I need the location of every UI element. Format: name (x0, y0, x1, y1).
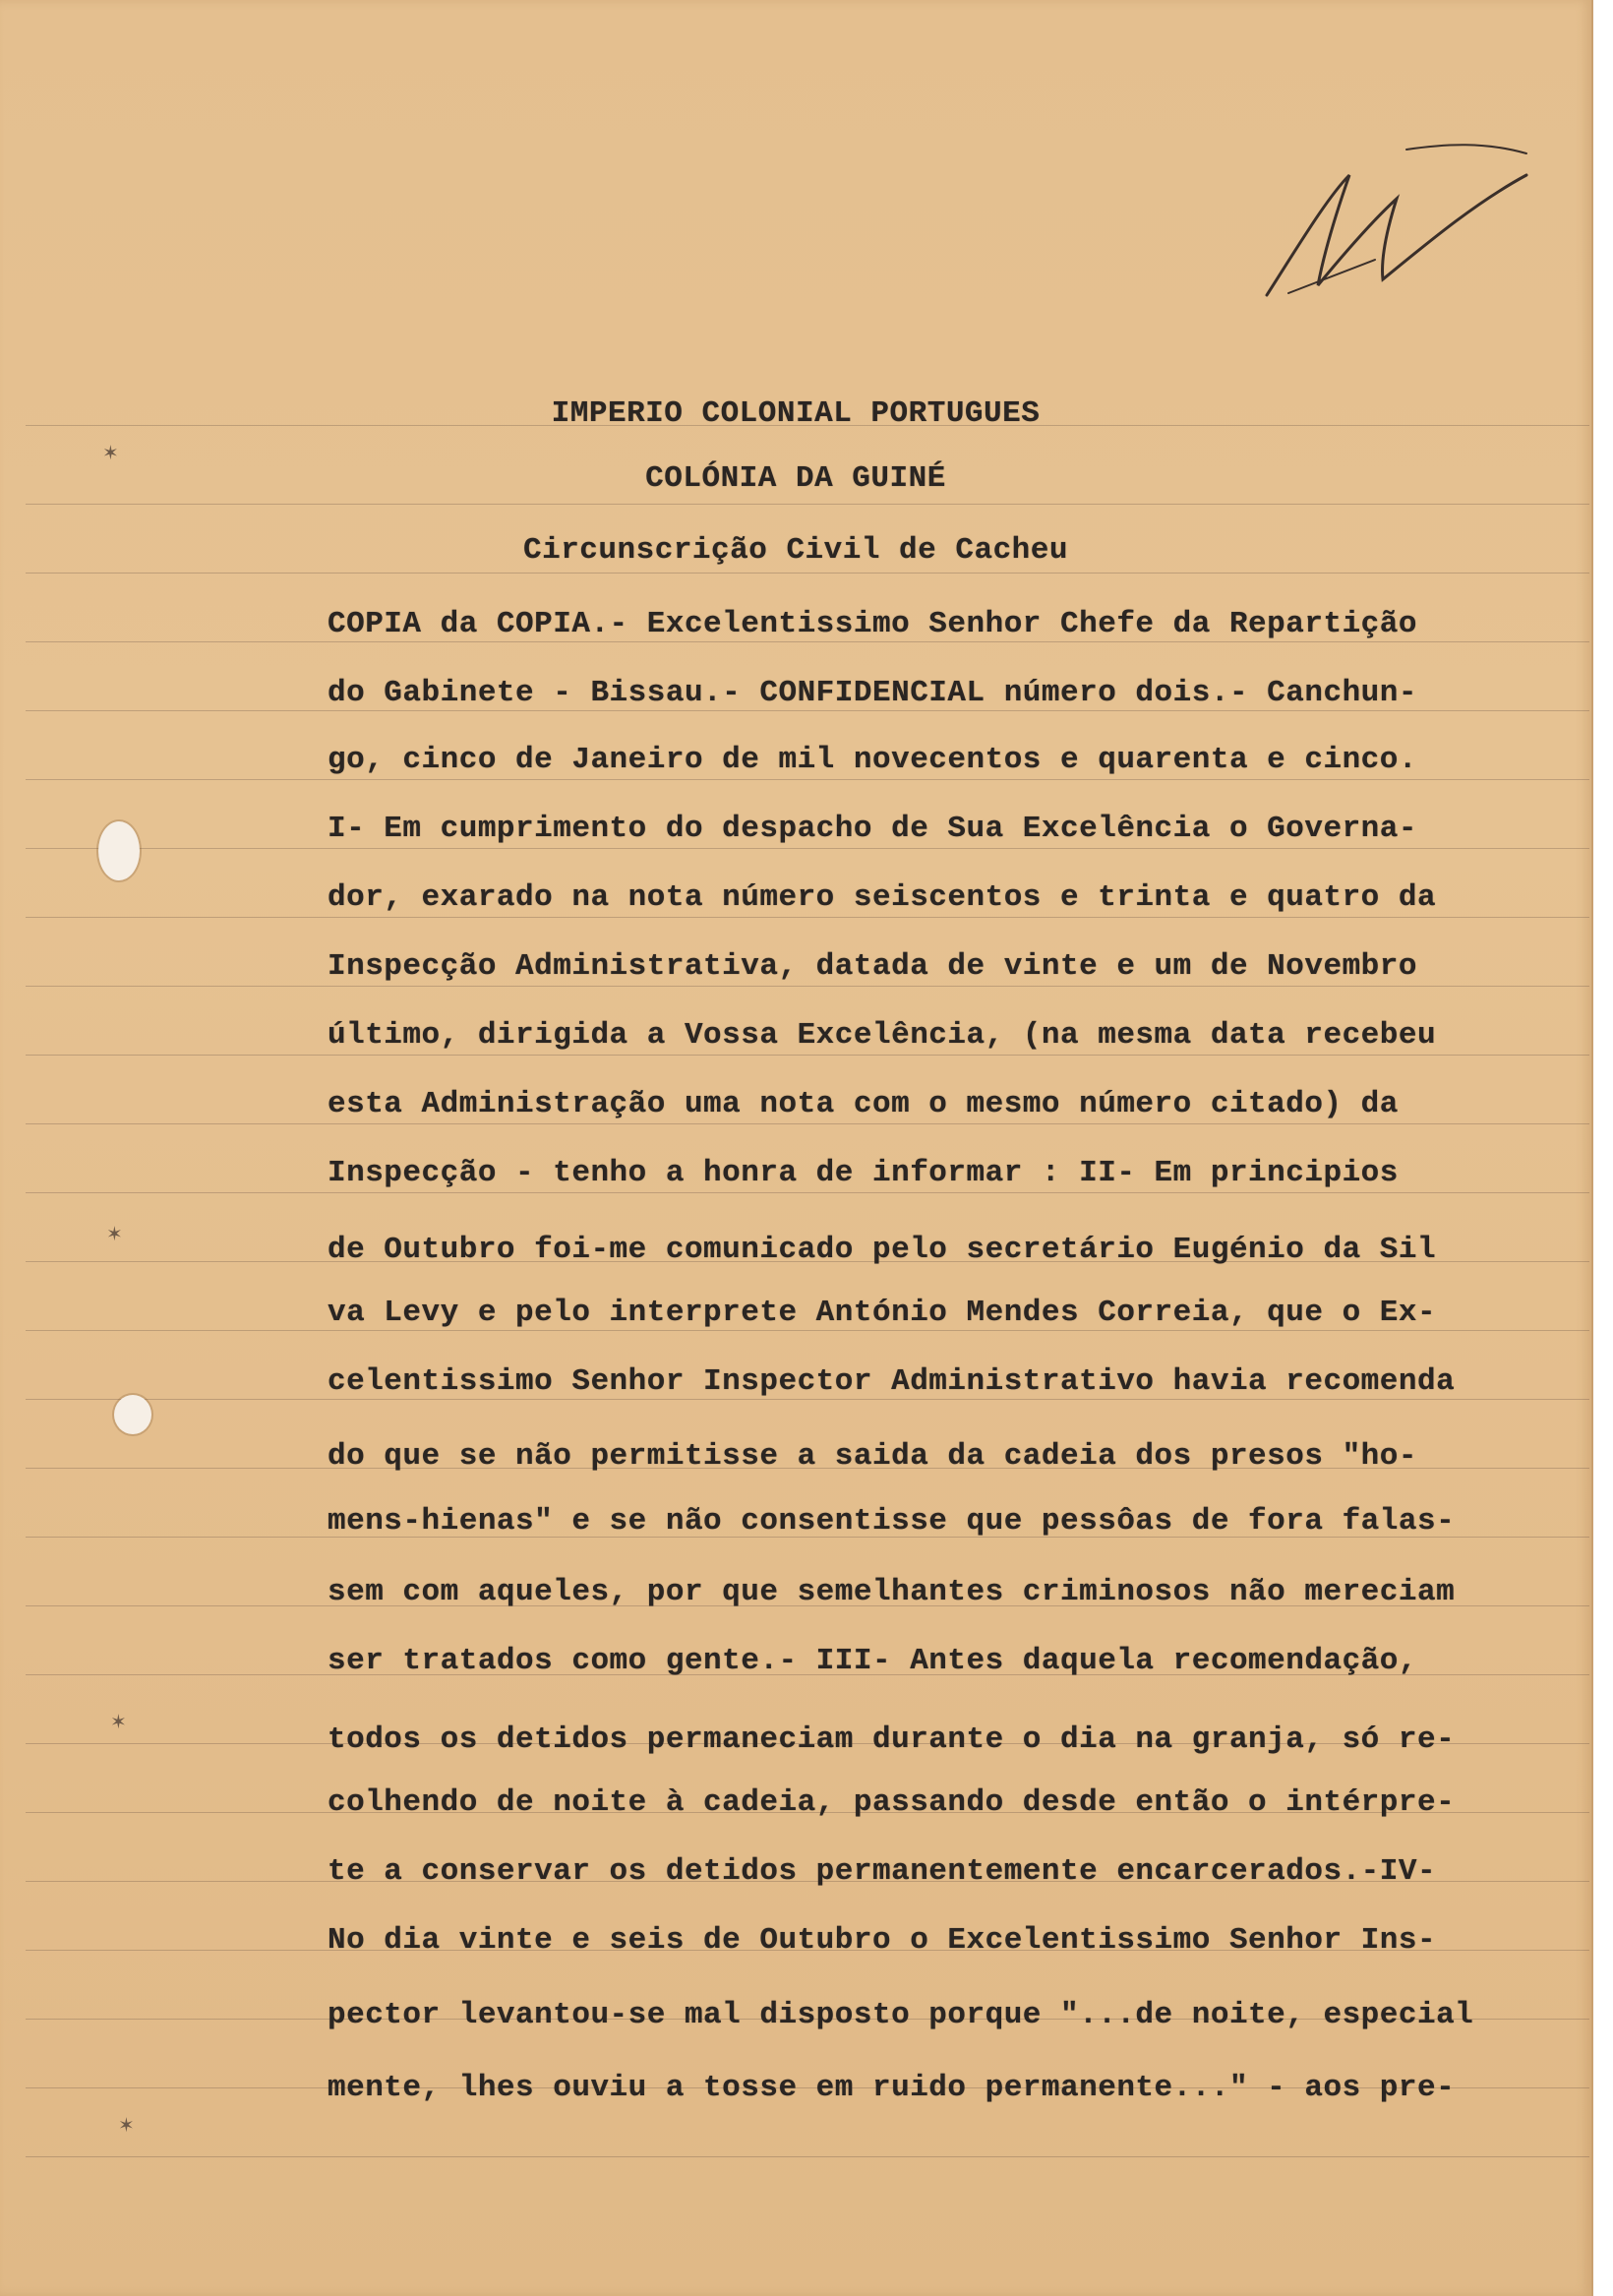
header-empire: IMPERIO COLONIAL PORTUGUES (551, 396, 1041, 431)
body-line: dor, exarado na nota número seiscentos e trinta e quatro da (328, 880, 1437, 915)
body-line: todos os detidos permaneciam durante o dia na granja, só re- (328, 1722, 1456, 1757)
body-line: COPIA da COPIA.- Excelentissimo Senhor Chefe da Repartição (328, 607, 1417, 641)
tack-mark-icon: ✶ (118, 2113, 135, 2137)
body-line: mens-hienas" e se não consentisse que pessôas de fora falas- (328, 1504, 1456, 1539)
ruled-line (26, 779, 1589, 780)
body-line: Inspecção Administrativa, datada de vinte e um de Novembro (328, 949, 1417, 984)
ruled-line (26, 986, 1589, 987)
body-line: No dia vinte e seis de Outubro o Excelentissimo Senhor Ins- (328, 1923, 1437, 1958)
body-line: te a conservar os detidos permanentemente encarcerados.-IV- (328, 1854, 1437, 1889)
tack-mark-icon: ✶ (110, 1710, 127, 1733)
body-line: de Outubro foi-me comunicado pelo secretário Eugénio da Sil (328, 1233, 1437, 1267)
ruled-line (26, 848, 1589, 849)
body-line: esta Administração uma nota com o mesmo número citado) da (328, 1087, 1399, 1121)
punch-hole (114, 1395, 151, 1434)
header-circumscription: Circunscrição Civil de Cacheu (523, 533, 1068, 568)
ruled-line (26, 504, 1589, 505)
body-line: Inspecção - tenho a honra de informar : II- Em principios (328, 1156, 1399, 1190)
body-line: pector levantou-se mal disposto porque "...de noite, especial (328, 1998, 1474, 2032)
body-line: colhendo de noite à cadeia, passando desde então o intérpre- (328, 1785, 1456, 1820)
body-line: ser tratados como gente.- III- Antes daquela recomendação, (328, 1644, 1417, 1678)
ruled-line (26, 1330, 1589, 1331)
ruled-line (26, 1399, 1589, 1400)
ruled-line (26, 917, 1589, 918)
body-line: mente, lhes ouviu a tosse em ruido permanente..." - aos pre- (328, 2071, 1456, 2105)
ruled-line (26, 1055, 1589, 1056)
body-line: go, cinco de Janeiro de mil novecentos e quarenta e cinco. (328, 743, 1417, 777)
body-line: do que se não permitisse a saida da cadeia dos presos "ho- (328, 1439, 1417, 1474)
ruled-line (26, 641, 1589, 642)
ruled-line (26, 1192, 1589, 1193)
header-colony: COLÓNIA DA GUINÉ (645, 461, 946, 496)
punch-hole (98, 821, 140, 880)
ruled-line (26, 2156, 1589, 2157)
body-line: celentissimo Senhor Inspector Administrativo havia recomenda (328, 1364, 1456, 1399)
body-line: va Levy e pelo interprete António Mendes Correia, que o Ex- (328, 1296, 1437, 1330)
body-line: sem com aqueles, por que semelhantes criminosos não mereciam (328, 1575, 1456, 1609)
ruled-line (26, 1123, 1589, 1124)
body-line: I- Em cumprimento do despacho de Sua Excelência o Governa- (328, 812, 1417, 846)
tack-mark-icon: ✶ (106, 1222, 123, 1245)
body-line: do Gabinete - Bissau.- CONFIDENCIAL número dois.- Canchun- (328, 676, 1417, 710)
tack-mark-icon: ✶ (102, 441, 119, 464)
handwritten-initials (1259, 138, 1534, 305)
body-line: último, dirigida a Vossa Excelência, (na mesma data recebeu (328, 1018, 1437, 1053)
ruled-line (26, 573, 1589, 574)
ruled-line (26, 710, 1589, 711)
